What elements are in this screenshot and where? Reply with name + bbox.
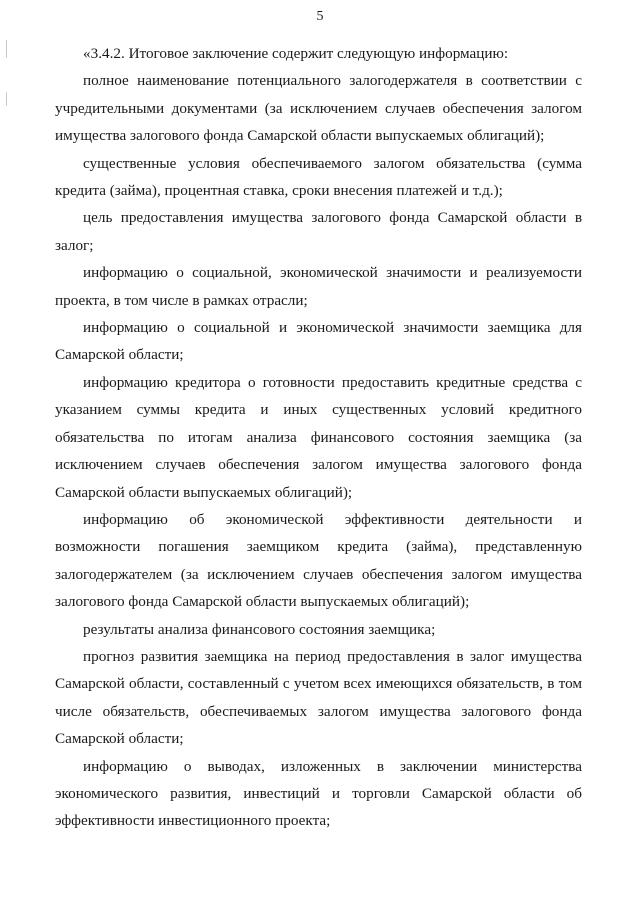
paragraph-borrower-forecast: прогноз развития заемщика на период предоставления в залог имущества Самарской области, составленный с учетом всех имеющихся обязательств, в том числе обязательств, обеспечиваемых залогом имущества залогового фонда Самарской области; [55,647,582,748]
page-number: 5 [316,9,324,24]
paragraph-project-significance: информацию о социальной, экономической значимости и реализуемости проекта, в том числе в рамках отрасли; [55,264,582,309]
scan-margin-line [6,92,7,106]
paragraph-financial-analysis: результаты анализа финансового состояния заемщика; [83,620,436,638]
paragraph-economic-efficiency: информацию об экономической эффективности деятельности и возможности погашения заемщиком кредита (займа), представленную залогодержателем (за исключением случаев обеспечения залогом имущества залогового фонда Самарской области выпускаемых облигаций); [55,510,582,611]
paragraph-borrower-significance: информацию о социальной и экономической значимости заемщика для Самарской области; [55,319,582,364]
scan-margin-line [6,40,7,58]
paragraph-pledgee-name: полное наименование потенциального залогодержателя в соответствии с учредительными документами (за исключением случаев обеспечения залогом имущества залогового фонда Самарской области выпускаемых облигаций); [55,72,582,145]
document-body [55,40,582,835]
paragraph-section-heading: «3.4.2. Итоговое заключение содержит следующую информацию: [83,45,509,62]
paragraph-obligation-terms: существенные условия обеспечиваемого залогом обязательства (сумма кредита (займа), процентная ставка, сроки внесения платежей и т.д.); [55,154,582,200]
paragraph-creditor-readiness: информацию кредитора о готовности предоставить кредитные средства с указанием суммы кредита и иных существенных условий кредитного обязательства по итогам анализа финансового состояния заемщика (за исключением случаев обеспечения залогом имущества залогового фонда Самарской области выпускаемых облигаций); [55,373,582,501]
paragraph-pledge-purpose: цель предоставления имущества залогового фонда Самарской области в залог; [55,209,582,254]
paragraph-ministry-conclusions: информацию о выводах, изложенных в заключении министерства экономического развития, инвестиций и торговли Самарской области об эффективности инвестиционного проекта; [55,757,582,830]
